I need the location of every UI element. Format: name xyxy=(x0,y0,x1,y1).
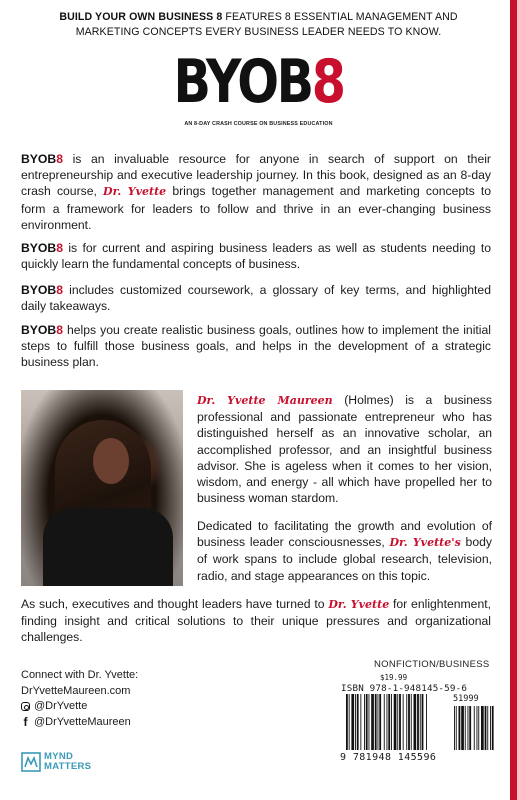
category-label: NONFICTION/BUSINESS xyxy=(374,659,490,670)
author-bio-paragraph xyxy=(197,392,492,506)
tagline xyxy=(30,10,487,40)
price-barcode-digits: 51999 xyxy=(453,694,479,704)
connect-heading: Connect with Dr. Yvette: xyxy=(21,669,139,681)
intro-paragraph xyxy=(21,151,491,233)
brand-number: 8 xyxy=(56,152,63,166)
brand-mark xyxy=(21,152,63,166)
logo-subtitle: AN 8-DAY CRASH COURSE ON BUSINESS EDUCATION xyxy=(184,121,333,127)
instagram-icon xyxy=(21,702,30,711)
author-photo xyxy=(21,390,183,586)
contents-paragraph xyxy=(21,282,491,314)
closing-text-b: for enlightenment, finding insight and critical solutions to their unique pressures and organizational challenges. xyxy=(21,597,492,645)
logo-eight: 8 xyxy=(311,47,344,117)
brand-name: BYOB xyxy=(21,241,57,255)
author-work-text-a: Dedicated to facilitating the growth and evolution of business leader consciousnesses, xyxy=(197,519,492,550)
intro-text-b: brings together management and marketing concepts to form a framework for leaders to follow and thrive in an ever-changing business environment. xyxy=(21,184,491,232)
closing-text-a: As such, executives and thought leaders have turned to xyxy=(21,597,329,611)
brand-mark xyxy=(21,241,63,255)
author-work-paragraph xyxy=(197,518,492,584)
goals-text: helps you create realistic business goals, outlines how to implement the initial steps to fulfill those business goals, and helps in the development of a strategic business plan. xyxy=(21,323,491,370)
instagram-handle: @DrYvette xyxy=(34,700,88,712)
author-bio-text: (Holmes) is a business professional and passionate entrepreneur who has distinguished herself as an innovative scholar, an accomplished professor, and an insightful business advisor. She is ageless when it comes to her vision, wisdom, and energy - all which have propelled her to business woman stardom. xyxy=(197,393,492,506)
brand-mark xyxy=(21,323,63,337)
instagram-row[interactable] xyxy=(21,699,138,715)
publisher-line2: MATTERS xyxy=(44,761,92,772)
author-signature-short: Dr. Yvette's xyxy=(389,536,461,550)
author-signature: Dr. Yvette Maureen xyxy=(197,394,333,407)
brand-number: 8 xyxy=(56,283,63,297)
byob8-logo xyxy=(47,47,471,117)
tagline-bold: BUILD YOUR OWN BUSINESS 8 xyxy=(59,11,223,23)
price-label: $19.99 xyxy=(380,673,408,682)
brand-number: 8 xyxy=(56,323,63,337)
intro-text-a: is an invaluable resource for anyone in search of support on their entrepreneurship and executive leadership journey. In this book, designed as an 8-day crash course, xyxy=(21,152,491,199)
isbn-barcode xyxy=(346,694,501,752)
mynd-matters-icon xyxy=(21,752,41,772)
publisher-logo xyxy=(21,752,91,772)
facebook-handle: @DrYvetteMaureen xyxy=(34,715,131,728)
brand-name: BYOB xyxy=(21,323,57,337)
logo-byob: BYOB xyxy=(173,47,312,117)
publisher-line1: MYND xyxy=(44,751,74,762)
brand-name: BYOB xyxy=(21,283,57,297)
audience-text: is for current and aspiring business leaders as well as students needing to quickly learn the fundamental concepts of business. xyxy=(21,241,491,272)
tagline-rest: FEATURES 8 ESSENTIAL MANAGEMENT AND MARKETING CONCEPTS EVERY BUSINESS LEADER NEEDS TO KNOW. xyxy=(75,11,458,38)
author-work-text-b: body of work spans to include global research, television, radio, and stage appearances on this topic. xyxy=(197,535,492,583)
closing-signature: Dr. Yvette xyxy=(328,598,390,611)
connect-block xyxy=(21,668,138,730)
closing-paragraph xyxy=(21,596,491,646)
signature-name: Dr. Yvette xyxy=(103,185,167,199)
website-link[interactable]: DrYvetteMaureen.com xyxy=(21,684,131,697)
red-spine-edge xyxy=(510,0,517,800)
contents-text: includes customized coursework, a glossary of key terms, and highlighted daily takeaways. xyxy=(21,283,491,314)
facebook-icon: f xyxy=(23,715,28,730)
audience-paragraph xyxy=(21,240,491,272)
isbn-label: ISBN 978-1-948145-59-6 xyxy=(341,683,468,694)
isbn-barcode-digits: 9 781948 145596 xyxy=(340,752,437,763)
brand-mark xyxy=(21,283,63,297)
goals-paragraph xyxy=(21,322,491,371)
brand-number: 8 xyxy=(56,241,63,255)
facebook-row[interactable] xyxy=(21,715,138,731)
brand-name: BYOB xyxy=(21,152,57,166)
